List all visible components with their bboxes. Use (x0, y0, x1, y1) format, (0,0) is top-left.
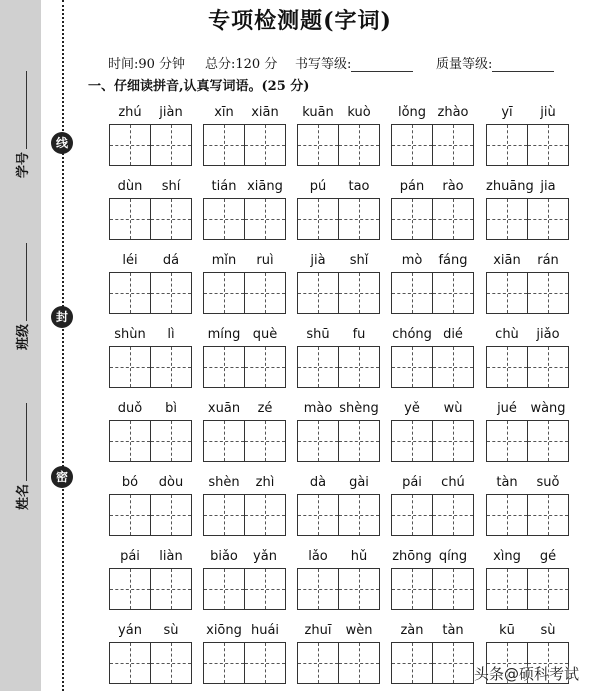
tian-zi-ge-box[interactable] (109, 642, 151, 684)
tian-zi-ge-box[interactable] (244, 494, 286, 536)
tian-zi-ge-box[interactable] (297, 272, 339, 314)
pinyin-label: shèng (339, 401, 379, 416)
pinyin-label: gài (349, 475, 369, 490)
pinyin-label: shèn (208, 475, 240, 490)
pinyin-label: rào (442, 179, 464, 194)
pinyin-label: wàng (530, 401, 566, 416)
tian-zi-ge-box[interactable] (338, 272, 380, 314)
pinyin-label: xiān (493, 253, 521, 268)
pinyin-label: chú (441, 475, 465, 490)
pinyin-label: sù (540, 623, 556, 638)
tian-zi-ge-box[interactable] (486, 272, 528, 314)
tian-zi-ge-box[interactable] (432, 568, 474, 610)
tian-zi-ge-box[interactable] (203, 420, 245, 462)
pinyin-label: yán (118, 623, 142, 638)
pinyin-word-item (391, 106, 475, 166)
student-number-label: 学号 (16, 151, 31, 178)
watermark: 头条@硕科考试 (474, 665, 580, 683)
pinyin-word-item (391, 254, 475, 314)
tian-zi-ge-box[interactable] (150, 272, 192, 314)
pinyin-word-item (297, 106, 381, 166)
quality-grade-label: 质量等级: (436, 57, 493, 72)
pinyin-label: lǎo (308, 549, 328, 564)
pinyin-label: bì (165, 401, 177, 416)
student-number-line[interactable] (16, 71, 27, 149)
pinyin-label: chóng (392, 327, 432, 342)
tian-zi-ge-box[interactable] (203, 346, 245, 388)
pinyin-label: zhuāng (486, 179, 534, 194)
pinyin-label: jiàn (159, 105, 183, 120)
pinyin-word-item (203, 328, 287, 388)
tian-zi-ge-box[interactable] (527, 420, 569, 462)
pinyin-word-item (109, 476, 193, 536)
pinyin-word-item (486, 180, 570, 240)
pinyin-label: huái (250, 623, 280, 638)
tian-zi-ge-box[interactable] (391, 346, 433, 388)
tian-zi-ge-box[interactable] (338, 420, 380, 462)
tian-zi-ge-box[interactable] (203, 272, 245, 314)
tian-zi-ge-box[interactable] (150, 198, 192, 240)
pinyin-label: pái (120, 549, 140, 564)
pinyin-label: léi (122, 253, 138, 268)
pinyin-word-item (297, 180, 381, 240)
pinyin-label: rán (537, 253, 559, 268)
tian-zi-ge-box[interactable] (203, 124, 245, 166)
pinyin-label: xiōng (206, 623, 242, 638)
pinyin-label: què (252, 327, 278, 342)
pinyin-word-item (109, 180, 193, 240)
tian-zi-ge-box[interactable] (109, 420, 151, 462)
tian-zi-ge-box[interactable] (297, 568, 339, 610)
pinyin-word-item (486, 476, 570, 536)
pinyin-label: duǒ (117, 401, 143, 416)
tian-zi-ge-box[interactable] (203, 568, 245, 610)
page-title: 专项检测题(字词) (208, 8, 392, 34)
pinyin-word-item (109, 550, 193, 610)
tian-zi-ge-box[interactable] (486, 420, 528, 462)
pinyin-label: ruì (256, 253, 274, 268)
pinyin-word-item (297, 550, 381, 610)
pinyin-label: tàn (496, 475, 518, 490)
tian-zi-ge-box[interactable] (432, 198, 474, 240)
pinyin-label: shū (306, 327, 330, 342)
exam-total-score: 总分:120 分 (205, 57, 278, 72)
tian-zi-ge-box[interactable] (203, 642, 245, 684)
pinyin-label: dá (162, 253, 180, 268)
pinyin-label: tián (211, 179, 237, 194)
pinyin-word-item (486, 328, 570, 388)
tian-zi-ge-box[interactable] (338, 642, 380, 684)
tian-zi-ge-box[interactable] (297, 494, 339, 536)
pinyin-word-item (109, 402, 193, 462)
tian-zi-ge-box[interactable] (150, 642, 192, 684)
pinyin-label: kuò (347, 105, 371, 120)
pinyin-label: jiǎo (536, 327, 560, 342)
pinyin-word-item (486, 402, 570, 462)
pinyin-label: biǎo (210, 549, 238, 564)
pinyin-label: bó (121, 475, 139, 490)
pinyin-label: xìng (493, 549, 521, 564)
pinyin-word-item (297, 328, 381, 388)
pinyin-word-item (203, 624, 287, 684)
pinyin-label: pú (309, 179, 327, 194)
pinyin-label: shùn (114, 327, 146, 342)
tian-zi-ge-box[interactable] (391, 198, 433, 240)
pinyin-word-item (109, 106, 193, 166)
pinyin-word-item (391, 402, 475, 462)
class-field (12, 243, 31, 350)
question-instruction: 一、仔细读拼音,认真写词语。(25 分) (88, 79, 310, 94)
binding-dotted-line (62, 0, 64, 691)
name-label: 姓名 (16, 483, 31, 510)
pinyin-label: zhuī (304, 623, 332, 638)
tian-zi-ge-box[interactable] (297, 420, 339, 462)
tian-zi-ge-box[interactable] (244, 568, 286, 610)
class-label: 班级 (16, 323, 31, 350)
tian-zi-ge-box[interactable] (486, 346, 528, 388)
pinyin-label: qíng (438, 549, 468, 564)
pinyin-label: zàn (400, 623, 424, 638)
tian-zi-ge-box[interactable] (486, 198, 528, 240)
pinyin-label: kū (499, 623, 515, 638)
tian-zi-ge-box[interactable] (432, 494, 474, 536)
pinyin-label: dié (443, 327, 463, 342)
pinyin-label: jiù (540, 105, 556, 120)
pinyin-label: zé (257, 401, 273, 416)
pinyin-word-item (297, 254, 381, 314)
pinyin-word-item (109, 624, 193, 684)
seal-char-mi: 密 (51, 466, 73, 488)
tian-zi-ge-box[interactable] (391, 272, 433, 314)
pinyin-label: sù (163, 623, 179, 638)
tian-zi-ge-box[interactable] (338, 346, 380, 388)
tian-zi-ge-box[interactable] (150, 420, 192, 462)
pinyin-label: pán (399, 179, 425, 194)
pinyin-word-item (203, 254, 287, 314)
pinyin-label: yī (501, 105, 513, 120)
pinyin-word-item (486, 106, 570, 166)
pinyin-word-item (391, 476, 475, 536)
tian-zi-ge-box[interactable] (527, 568, 569, 610)
pinyin-word-item (297, 476, 381, 536)
tian-zi-ge-box[interactable] (527, 198, 569, 240)
quality-grade (436, 53, 554, 72)
tian-zi-ge-box[interactable] (109, 494, 151, 536)
pinyin-label: xuān (207, 401, 241, 416)
tian-zi-ge-box[interactable] (432, 642, 474, 684)
quality-grade-line[interactable] (492, 59, 554, 72)
tian-zi-ge-box[interactable] (109, 272, 151, 314)
exam-time: 时间:90 分钟 (108, 57, 186, 72)
pinyin-label: dòu (158, 475, 184, 490)
pinyin-label: xiān (251, 105, 279, 120)
name-line[interactable] (16, 403, 27, 481)
pinyin-label: tao (348, 179, 370, 194)
pinyin-label: zhào (437, 105, 469, 120)
pinyin-label: fu (352, 327, 366, 342)
pinyin-label: zhú (118, 105, 142, 120)
tian-zi-ge-box[interactable] (244, 346, 286, 388)
tian-zi-ge-box[interactable] (486, 124, 528, 166)
pinyin-label: kuān (302, 105, 334, 120)
pinyin-label: dùn (117, 179, 143, 194)
pinyin-label: jué (497, 401, 517, 416)
tian-zi-ge-box[interactable] (109, 198, 151, 240)
pinyin-label: xiāng (247, 179, 283, 194)
tian-zi-ge-box[interactable] (432, 420, 474, 462)
pinyin-label: lì (167, 327, 175, 342)
seal-char-feng: 封 (51, 306, 73, 328)
pinyin-word-item (486, 550, 570, 610)
tian-zi-ge-box[interactable] (391, 642, 433, 684)
pinyin-label: shí (161, 179, 181, 194)
tian-zi-ge-box[interactable] (150, 124, 192, 166)
tian-zi-ge-box[interactable] (244, 420, 286, 462)
pinyin-label: wù (443, 401, 463, 416)
pinyin-word-item (203, 550, 287, 610)
pinyin-label: jià (310, 253, 326, 268)
tian-zi-ge-box[interactable] (486, 568, 528, 610)
tian-zi-ge-box[interactable] (527, 124, 569, 166)
tian-zi-ge-box[interactable] (297, 346, 339, 388)
pinyin-label: pái (402, 475, 422, 490)
pinyin-word-item (109, 254, 193, 314)
tian-zi-ge-box[interactable] (203, 494, 245, 536)
tian-zi-ge-box[interactable] (109, 346, 151, 388)
pinyin-word-item (203, 402, 287, 462)
pinyin-word-item (391, 180, 475, 240)
tian-zi-ge-box[interactable] (150, 494, 192, 536)
pinyin-label: xīn (214, 105, 234, 120)
pinyin-label: mò (401, 253, 423, 268)
student-number-field (12, 71, 31, 178)
pinyin-word-item (391, 328, 475, 388)
pinyin-word-item (203, 106, 287, 166)
pinyin-word-item (486, 254, 570, 314)
pinyin-word-item (391, 624, 475, 684)
tian-zi-ge-box[interactable] (432, 272, 474, 314)
tian-zi-ge-box[interactable] (486, 494, 528, 536)
seal-char-xian: 线 (51, 132, 73, 154)
pinyin-label: wèn (345, 623, 373, 638)
pinyin-label: míng (207, 327, 241, 342)
pinyin-label: mào (303, 401, 333, 416)
pinyin-word-item (203, 180, 287, 240)
tian-zi-ge-box[interactable] (338, 568, 380, 610)
writing-grade-line[interactable] (351, 59, 413, 72)
tian-zi-ge-box[interactable] (391, 420, 433, 462)
tian-zi-ge-box[interactable] (297, 124, 339, 166)
tian-zi-ge-box[interactable] (150, 568, 192, 610)
tian-zi-ge-box[interactable] (297, 198, 339, 240)
pinyin-word-item (391, 550, 475, 610)
pinyin-label: shǐ (349, 253, 369, 268)
pinyin-label: lǒng (397, 105, 427, 120)
tian-zi-ge-box[interactable] (338, 198, 380, 240)
class-line[interactable] (16, 243, 27, 321)
pinyin-label: gé (539, 549, 557, 564)
pinyin-label: mǐn (211, 253, 237, 268)
pinyin-label: tàn (442, 623, 464, 638)
pinyin-label: yě (404, 401, 420, 416)
pinyin-word-item (297, 402, 381, 462)
tian-zi-ge-box[interactable] (244, 198, 286, 240)
tian-zi-ge-box[interactable] (432, 346, 474, 388)
tian-zi-ge-box[interactable] (338, 494, 380, 536)
pinyin-label: yǎn (253, 549, 277, 564)
writing-grade (295, 53, 413, 72)
pinyin-label: zhōng (392, 549, 432, 564)
tian-zi-ge-box[interactable] (297, 642, 339, 684)
pinyin-label: jia (540, 179, 556, 194)
tian-zi-ge-box[interactable] (244, 124, 286, 166)
tian-zi-ge-box[interactable] (203, 198, 245, 240)
writing-grade-label: 书写等级: (295, 57, 352, 72)
tian-zi-ge-box[interactable] (391, 124, 433, 166)
pinyin-label: suǒ (536, 475, 560, 490)
tian-zi-ge-box[interactable] (527, 272, 569, 314)
pinyin-word-item (203, 476, 287, 536)
name-field (12, 403, 31, 510)
pinyin-label: hǔ (350, 549, 368, 564)
pinyin-word-item (297, 624, 381, 684)
tian-zi-ge-box[interactable] (432, 124, 474, 166)
tian-zi-ge-box[interactable] (150, 346, 192, 388)
tian-zi-ge-box[interactable] (109, 568, 151, 610)
tian-zi-ge-box[interactable] (109, 124, 151, 166)
tian-zi-ge-box[interactable] (338, 124, 380, 166)
tian-zi-ge-box[interactable] (527, 346, 569, 388)
tian-zi-ge-box[interactable] (244, 642, 286, 684)
pinyin-label: fáng (438, 253, 468, 268)
pinyin-label: chù (495, 327, 519, 342)
pinyin-word-item (109, 328, 193, 388)
pinyin-label: zhì (255, 475, 275, 490)
pinyin-label: liàn (159, 549, 183, 564)
tian-zi-ge-box[interactable] (244, 272, 286, 314)
tian-zi-ge-box[interactable] (527, 494, 569, 536)
tian-zi-ge-box[interactable] (391, 494, 433, 536)
tian-zi-ge-box[interactable] (391, 568, 433, 610)
pinyin-label: dà (309, 475, 327, 490)
